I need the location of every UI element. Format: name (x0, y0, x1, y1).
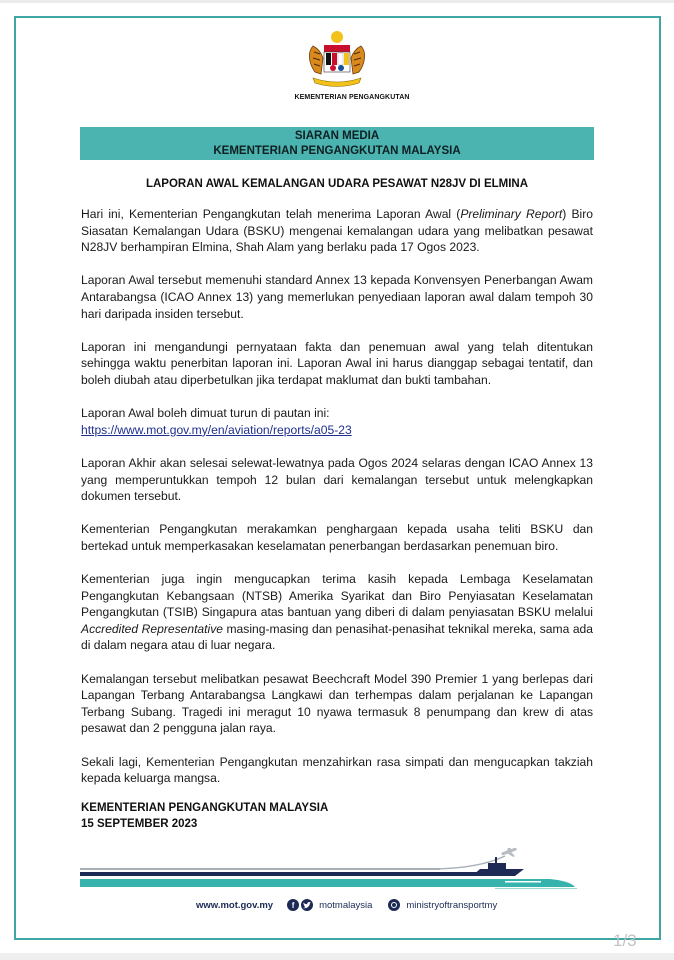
airplane-icon (499, 848, 518, 860)
twitter-handle[interactable]: motmalaysia (319, 899, 373, 911)
paragraph-9: Sekali lagi, Kementerian Pengangkutan menzahirkan rasa simpati dan mengucapkan takziah kepada keluarga mangsa. (81, 754, 593, 786)
signature-org: KEMENTERIAN PENGANGKUTAN MALAYSIA (81, 802, 329, 814)
train-icon (495, 879, 577, 889)
paragraph-6: Kementerian Pengangkutan merakamkan penghargaan kepada usaha teliti BSKU dan bertekad untuk memperkasakan keselamatan penerbangan berdasarkan penemuan biro. (81, 522, 593, 553)
twitter-icon[interactable] (301, 899, 313, 911)
signature-date: 15 SEPTEMBER 2023 (81, 817, 198, 830)
banner-subtitle: KEMENTERIAN PENGANGKUTAN MALAYSIA (213, 144, 461, 157)
paragraph-4-intro: Laporan Awal boleh dimuat turun di pautan ini: (81, 406, 330, 421)
paragraph-3: Laporan ini mengandungi pernyataan fakta dan penemuan awal yang telah ditentukan sehingga waktu penerbitan laporan ini. Laporan Awal ini harus dianggap sebagai tentatif, dan boleh diubah atau diperbetulkan jika terdapat maklumat dan bukti tambahan. (81, 339, 593, 387)
coat-of-arms-icon (299, 28, 375, 92)
paragraph-2: Laporan Awal tersebut memenuhi standard Annex 13 kepada Konvensyen Penerbangan Awam Antarabangsa (ICAO Annex 13) yang memerlukan penyediaan laporan awal dalam tempoh 30 hari daripada insiden tersebut. (81, 273, 593, 321)
paragraph-8: Kemalangan tersebut melibatkan pesawat Beechcraft Model 390 Premier 1 yang berlepas dari Lapangan Terbang Antarabangsa Langkawi dan terhempas dalam perjalanan ke Lapangan Terbang Subang. Tragedi ini meragut 10 nyawa termasuk 8 penumpang dan krew di atas pesawat dan 2 pengguna jalan raya. (81, 671, 593, 736)
top-strip (0, 0, 674, 3)
transport-footer-graphic (80, 848, 590, 894)
instagram-handle[interactable]: ministryoftransportmy (406, 899, 498, 911)
ministry-label: KEMENTERIAN PENGANGKUTAN (294, 94, 410, 101)
document-body (81, 206, 593, 803)
letterhead (0, 28, 674, 101)
footer-contacts (196, 899, 497, 911)
report-download-link[interactable]: https://www.mot.gov.my/en/aviation/reports/a05-23 (81, 422, 352, 437)
website-link[interactable]: www.mot.gov.my (196, 899, 274, 911)
paragraph-4-link-wrap (81, 422, 593, 439)
facebook-icon[interactable]: f (287, 899, 299, 911)
signature-block (81, 801, 328, 832)
bottom-strip (0, 953, 674, 960)
instagram-icon[interactable] (388, 899, 400, 911)
banner-title: SIARAN MEDIA (294, 130, 380, 142)
page-indicator: 1/3 (613, 931, 637, 950)
paragraph-1: Hari ini, Kementerian Pengangkutan telah menerima Laporan Awal (Preliminary Report) Biro Siasatan Kemalangan Udara (BSKU) mengenai kemalangan udara yang melibatkan pesawat N28JV berhampiran Elmina, Shah Alam yang berlaku pada 17 Ogos 2023. (81, 207, 593, 255)
paragraph-5: Laporan Akhir akan selesai selewat-lewatnya pada Ogos 2024 selaras dengan ICAO Annex 13 yang memperuntukkan tempoh 12 bulan dari kemalangan tersebut untuk melengkapkan dokumen tersebut. (81, 455, 593, 504)
media-release-banner (80, 127, 594, 160)
document-title: LAPORAN AWAL KEMALANGAN UDARA PESAWAT N28JV DI ELMINA (145, 178, 529, 190)
ship-icon (472, 857, 524, 876)
paragraph-7: Kementerian juga ingin mengucapkan terima kasih kepada Lembaga Keselamatan Pengangkutan Kebangsaan (NTSB) Amerika Syarikat dan Biro Penyiasatan Keselamatan Pengangkutan (TSIB) Singapura atas bantuan yang diberi di dalam penyiasatan BSKU melalui Accredited Representative masing-masing dan penasihat-penasihat teknikal mereka, sama ada di dalam negara atau di luar negara. (81, 572, 593, 653)
